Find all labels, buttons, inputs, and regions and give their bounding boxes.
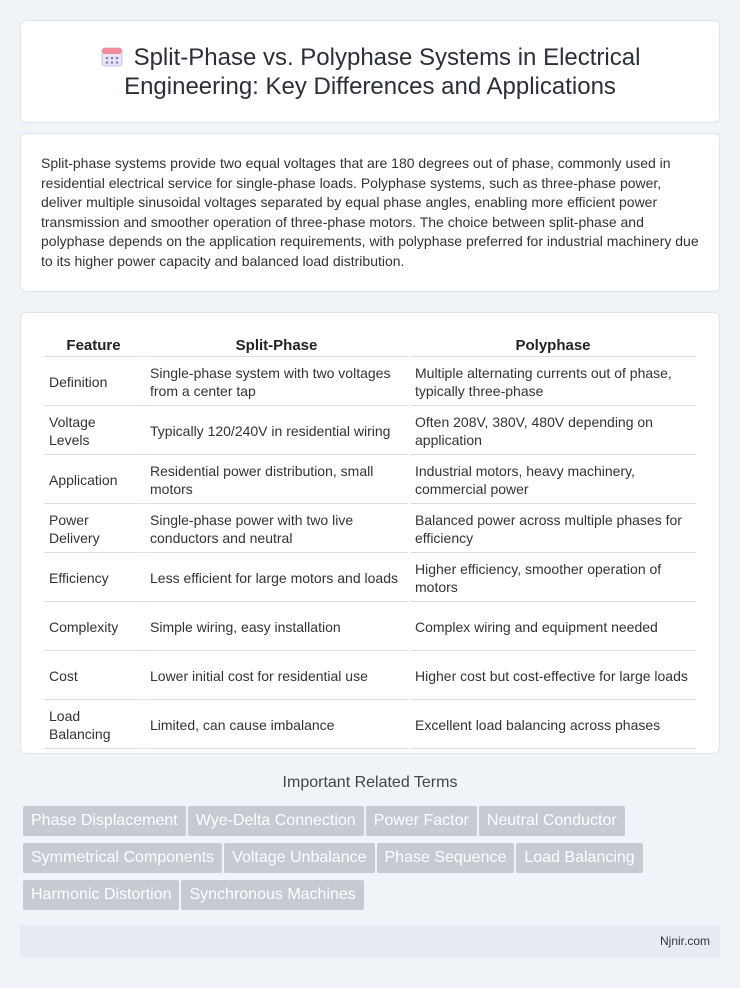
related-term-tag[interactable]: Load Balancing [516,843,642,873]
table-row [44,457,696,504]
table-row [44,604,696,651]
cell-split-phase: Typically 120/240V in residential wiring [145,408,408,455]
related-term-tag[interactable]: Synchronous Machines [181,880,363,910]
intro-text: Split-phase systems provide two equal voltages that are 180 degrees out of phase, commonly used in residential electrical service for single-phase loads. Polyphase systems, such as three-phase power, deliver multiple sinusoidal voltages separated by equal phase angles, enabling more efficient power transmission and smoother operation of three-phase motors. The choice between split-phase and polyphase depends on the application requirements, with polyphase preferred for industrial machinery due to its higher power capacity and balanced load distribution. [41,155,699,269]
related-terms-title: Important Related Terms [282,774,458,791]
related-term-tag[interactable]: Power Factor [366,806,477,836]
comparison-table [42,333,698,751]
title-card [20,20,720,123]
cell-polyphase: Excellent load balancing across phases [410,702,696,749]
cell-split-phase: Limited, can cause imbalance [145,702,408,749]
cell-feature: Cost [44,653,143,700]
cell-split-phase: Less efficient for large motors and loads [145,555,408,602]
cell-feature: Definition [44,359,143,406]
related-term-tag[interactable]: Wye-Delta Connection [188,806,364,836]
cell-polyphase: Often 208V, 380V, 480V depending on application [410,408,696,455]
related-term-tag[interactable]: Phase Sequence [377,843,515,873]
related-term-tag[interactable]: Voltage Unbalance [224,843,374,873]
table-row [44,555,696,602]
table-row [44,653,696,700]
related-term-tag[interactable]: Neutral Conductor [479,806,625,836]
related-terms-tags [23,806,723,917]
cell-feature: Load Balancing [44,702,143,749]
footer-site-link[interactable]: Njnir.com [659,934,710,948]
table-row [44,408,696,455]
cell-feature: Efficiency [44,555,143,602]
footer [20,925,720,958]
header-polyphase: Polyphase [410,335,696,357]
table-row [44,359,696,406]
cell-polyphase: Industrial motors, heavy machinery, commercial power [410,457,696,504]
page-title-text: Split-Phase vs. Polyphase Systems in Electrical Engineering: Key Differences and Applications [124,43,641,100]
calendar-icon [100,44,124,68]
table-row [44,702,696,749]
table-header-row [44,335,696,357]
page-title [60,43,680,101]
cell-polyphase: Multiple alternating currents out of phase, typically three-phase [410,359,696,406]
cell-split-phase: Single-phase system with two voltages from a center tap [145,359,408,406]
related-term-tag[interactable]: Symmetrical Components [23,843,222,873]
comparison-table-card [20,312,720,754]
cell-split-phase: Lower initial cost for residential use [145,653,408,700]
cell-polyphase: Higher cost but cost-effective for large loads [410,653,696,700]
cell-polyphase: Balanced power across multiple phases for efficiency [410,506,696,553]
cell-polyphase: Complex wiring and equipment needed [410,604,696,651]
header-split-phase: Split-Phase [145,335,408,357]
cell-feature: Complexity [44,604,143,651]
cell-feature: Application [44,457,143,504]
related-term-tag[interactable]: Phase Displacement [23,806,186,836]
cell-split-phase: Residential power distribution, small motors [145,457,408,504]
cell-polyphase: Higher efficiency, smoother operation of motors [410,555,696,602]
header-feature: Feature [44,335,143,357]
cell-split-phase: Single-phase power with two live conductors and neutral [145,506,408,553]
related-term-tag[interactable]: Harmonic Distortion [23,880,179,910]
cell-feature: Voltage Levels [44,408,143,455]
cell-feature: Power Delivery [44,506,143,553]
cell-split-phase: Simple wiring, easy installation [145,604,408,651]
intro-card [20,133,720,292]
table-row [44,506,696,553]
